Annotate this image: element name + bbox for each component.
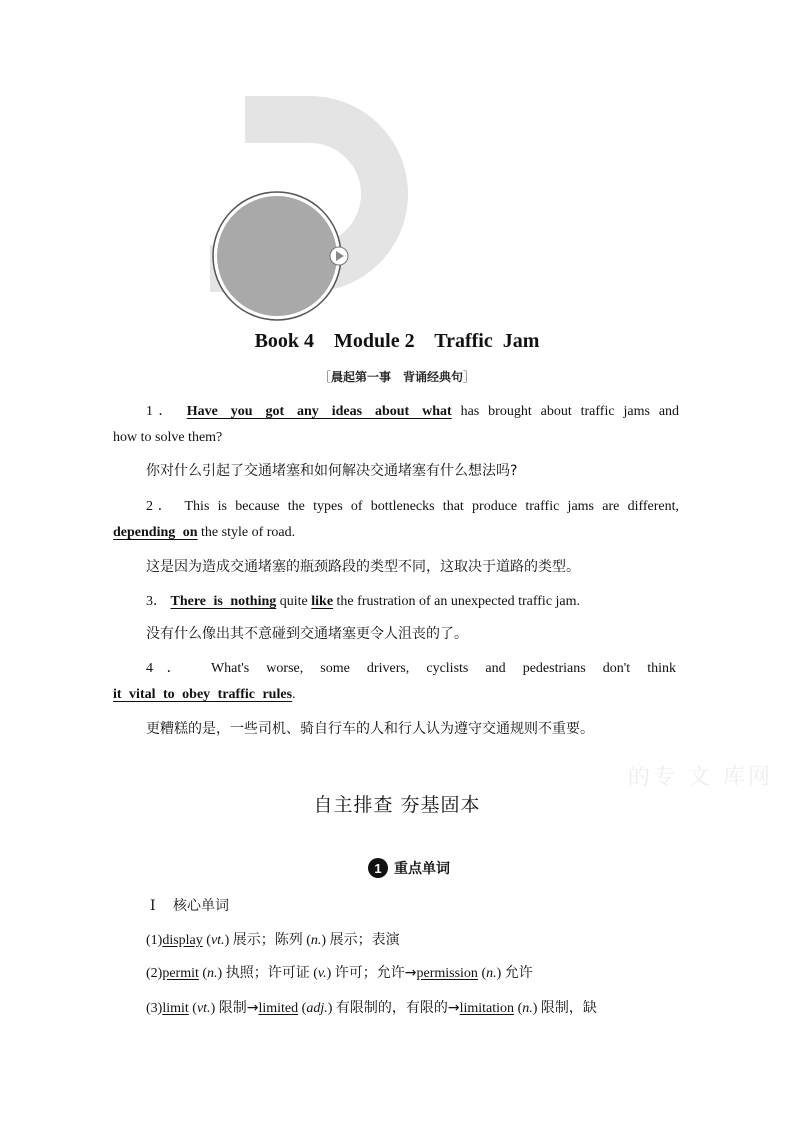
vocab-3-meaning-2: 有限制的，有限的→ (335, 1000, 460, 1016)
sentence-1-rest: has brought about traffic jams and (460, 404, 680, 419)
vocab-3-number: (3) (146, 1001, 163, 1016)
subheading (150, 895, 229, 915)
sentence-2-text: This is because the types of bottlenecks that produce traffic jams are different, (184, 499, 680, 514)
vocab-2-meaning-1: 执照；许可证 (225, 965, 310, 981)
vocab-3-meaning-3: 限制，缺 (540, 1000, 597, 1016)
sentence-3-mid: quite (279, 594, 308, 609)
sentence-4-translation: 更糟糕的是，一些司机、骑自行车的人和行人认为遵守交通规则不重要。 (146, 721, 594, 737)
subheading-text: 核心单词 (173, 898, 230, 914)
subtitle-bracket-left: ［ (318, 370, 331, 384)
vocab-item-3: (3)limit (vt.) 限制→limited (adj.) 有限制的，有限的→limitation (n.) 限制，缺 (146, 1000, 597, 1016)
vocab-1-pos-1: vt. (210, 933, 225, 948)
subtitle (0, 368, 794, 385)
section-title: 自主排查 夯基固本 (313, 794, 481, 816)
sentence-3-blank-1: There is nothing (170, 594, 277, 609)
sentence-4-line2 (113, 687, 296, 703)
badge-number: 1 (368, 858, 388, 878)
vocab-2-meaning-2: 许可；允许→ (334, 965, 417, 981)
vocab-item-2: (2)permit (n.) 执照；许可证 (v.) 许可；允许→permission (n.) 允许 (146, 965, 533, 981)
sentence-1-line1 (146, 400, 679, 420)
vocab-3-word: limit (162, 1001, 189, 1016)
sentence-4-number: 4． (146, 661, 195, 676)
vocab-1-meaning-2: 展示；表演 (329, 932, 400, 948)
vocab-2-word-2: permission (416, 966, 478, 981)
subtitle-bracket-right: ］ (463, 370, 476, 384)
sentence-4-blank: it vital to obey traffic rules (113, 687, 293, 702)
vocab-1-pos-2: n. (310, 933, 322, 948)
vocab-2-meaning-3: 允许 (504, 965, 533, 981)
vocab-1-meaning-1: 展示；陈列 (232, 932, 303, 948)
sentence-3-line1 (146, 590, 580, 610)
subheading-num: Ⅰ (150, 899, 156, 914)
vocab-2-number: (2) (146, 966, 163, 981)
vocab-3-pos-3: n. (522, 1001, 533, 1016)
sentence-2-number: 2． (146, 499, 177, 514)
sentence-3-rest: the frustration of an unexpected traffic jam. (336, 594, 581, 609)
page-title: Book 4 Module 2 Traffic Jam (254, 330, 540, 352)
sentence-2-line1 (146, 495, 679, 515)
sentence-3-translation: 没有什么像出其不意碰到交通堵塞更令人沮丧的了。 (146, 626, 468, 642)
header-decoration (0, 0, 794, 330)
vocab-2-pos-1: n. (207, 966, 218, 981)
sentence-2-rest: the style of road. (201, 525, 296, 540)
sentence-3-number: 3． (146, 594, 167, 609)
vocab-3-pos-1: vt. (196, 1001, 211, 1016)
sentence-1-translation: 你对什么引起了交通堵塞和如何解决交通堵塞有什么想法吗? (146, 463, 518, 479)
sentence-3-blank-2: like (311, 594, 334, 609)
key-words-badge (368, 857, 450, 879)
vocab-3-meaning-1: 限制→ (218, 1000, 259, 1016)
vocab-3-pos-2: adj. (306, 1001, 328, 1016)
sentence-4-end: . (292, 687, 296, 702)
vocab-3-word-2: limited (258, 1001, 299, 1016)
vocab-3-word-3: limitation (459, 1001, 515, 1016)
vocab-1-number: (1) (146, 933, 163, 948)
vocab-2-word: permit (162, 966, 199, 981)
decorative-disc (217, 196, 337, 316)
sentence-2-blank: depending on (113, 525, 198, 540)
sentence-4-line1 (146, 657, 676, 677)
vocab-2-pos-3: n. (486, 966, 497, 981)
sentence-2-translation: 这是因为造成交通堵塞的瓶颈路段的类型不同，这取决于道路的类型。 (146, 559, 580, 575)
watermark: 的专 文 库网 (628, 765, 773, 790)
sentence-1-line2: how to solve them? (113, 430, 223, 445)
vocab-item-1: (1)display (vt.) 展示；陈列 (n.) 展示；表演 (146, 932, 400, 948)
vocab-1-word: display (162, 933, 203, 948)
vocab-2-pos-2: v. (317, 966, 327, 981)
sentence-1-blank: Have you got any ideas about what (186, 404, 452, 419)
sentence-4-text: What's worse, some drivers, cyclists and pedestrians don't think (210, 661, 677, 676)
subtitle-text: 晨起第一事 背诵经典句 (330, 370, 463, 384)
sentence-2-line2 (113, 525, 295, 541)
sentence-1-number: 1． (146, 404, 178, 419)
badge-label: 重点单词 (394, 861, 450, 877)
